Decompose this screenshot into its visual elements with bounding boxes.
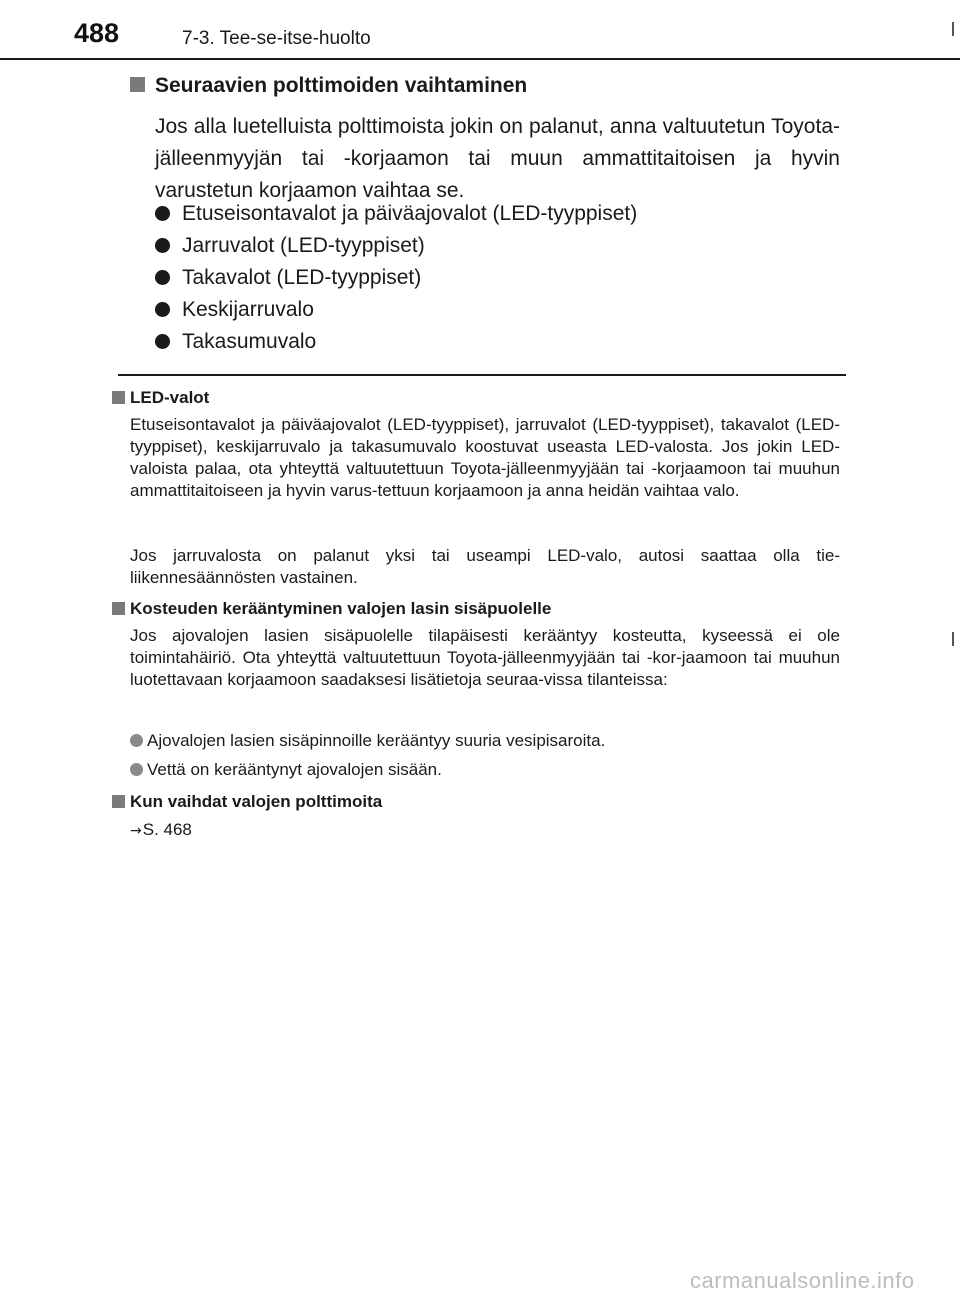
note-paragraph-led-2: Jos jarruvalosta on palanut yksi tai useampi LED-valo, autosi saattaa olla tie-liikennesäännösten vastainen. <box>130 546 840 587</box>
bullet-icon <box>155 238 170 253</box>
note-paragraph-moisture: Jos ajovalojen lasien sisäpuolelle tilapäisesti kerääntyy kosteutta, kyseessä ei ole toimintahäiriö. Ota yhteyttä valtuutettuun Toyota-jälleenmyyjään tai -kor-jaamoon tai muuhun luotettavaan korjaamoon saadaksesi lisätietoja seuraa-vissa tilanteissa: <box>130 626 840 689</box>
section-divider <box>118 374 846 376</box>
bullet-icon <box>155 270 170 285</box>
main-heading <box>130 74 527 98</box>
main-heading-text: Seuraavien polttimoiden vaihtaminen <box>155 74 528 97</box>
page-reference[interactable] <box>130 820 192 840</box>
list-item: Ajovalojen lasien sisäpinnoille kerääntyy suuria vesipisaroita. <box>130 730 605 759</box>
square-bullet-icon <box>112 602 125 615</box>
page-number: 488 <box>74 18 120 48</box>
list-item: Keskijarruvalo <box>155 294 637 326</box>
bulb-list <box>155 198 637 358</box>
arrow-right-icon: → <box>130 823 142 839</box>
square-bullet-icon <box>112 391 125 404</box>
watermark: carmanualsonline.info <box>690 1268 915 1293</box>
main-paragraph: Jos alla luetelluista polttimoista jokin on palanut, anna valtuutetun Toyota-jälleenmyyjän tai -korjaamon tai muun ammattitaitoisen ja hyvin varustetun korjaamon vaihtaa se. <box>155 115 840 202</box>
square-bullet-icon <box>130 77 145 92</box>
bullet-icon <box>155 206 170 221</box>
list-item: Takavalot (LED-tyyppiset) <box>155 262 637 294</box>
section-title: 7-3. Tee-se-itse-huolto <box>182 28 371 49</box>
crop-mark <box>952 22 954 36</box>
note-heading-replace: Kun vaihdat valojen polttimoita <box>112 792 382 812</box>
list-item: Etuseisontavalot ja päiväajovalot (LED-tyyppiset) <box>155 198 637 230</box>
page-reference-text: S. 468 <box>142 820 192 839</box>
note-heading-moisture: Kosteuden kerääntyminen valojen lasin sisäpuolelle <box>112 599 551 619</box>
bullet-icon <box>155 334 170 349</box>
bullet-icon <box>130 763 143 776</box>
header-rule <box>0 58 960 60</box>
bullet-icon <box>130 734 143 747</box>
page-header <box>0 0 960 60</box>
crop-mark <box>952 632 954 646</box>
square-bullet-icon <box>112 795 125 808</box>
bullet-icon <box>155 302 170 317</box>
note-heading-led: LED-valot <box>112 388 209 408</box>
moisture-list <box>130 730 605 788</box>
list-item: Jarruvalot (LED-tyyppiset) <box>155 230 637 262</box>
list-item: Takasumuvalo <box>155 326 637 358</box>
note-paragraph-led: Etuseisontavalot ja päiväajovalot (LED-tyyppiset), jarruvalot (LED-tyyppiset), takavalot (LED-tyyppiset), keskijarruvalo ja takasumuvalo koostuvat useasta LED-valosta. Jos jokin LED-valoista palaa, ota yhteyttä valtuutettuun Toyota-jälleenmyyjään tai -korjaamoon tai muuhun ammattitaitoiseen ja hyvin varus-tettuun korjaamoon ja anna heidän vaihtaa valo. <box>130 415 840 500</box>
list-item: Vettä on kerääntynyt ajovalojen sisään. <box>130 759 605 788</box>
